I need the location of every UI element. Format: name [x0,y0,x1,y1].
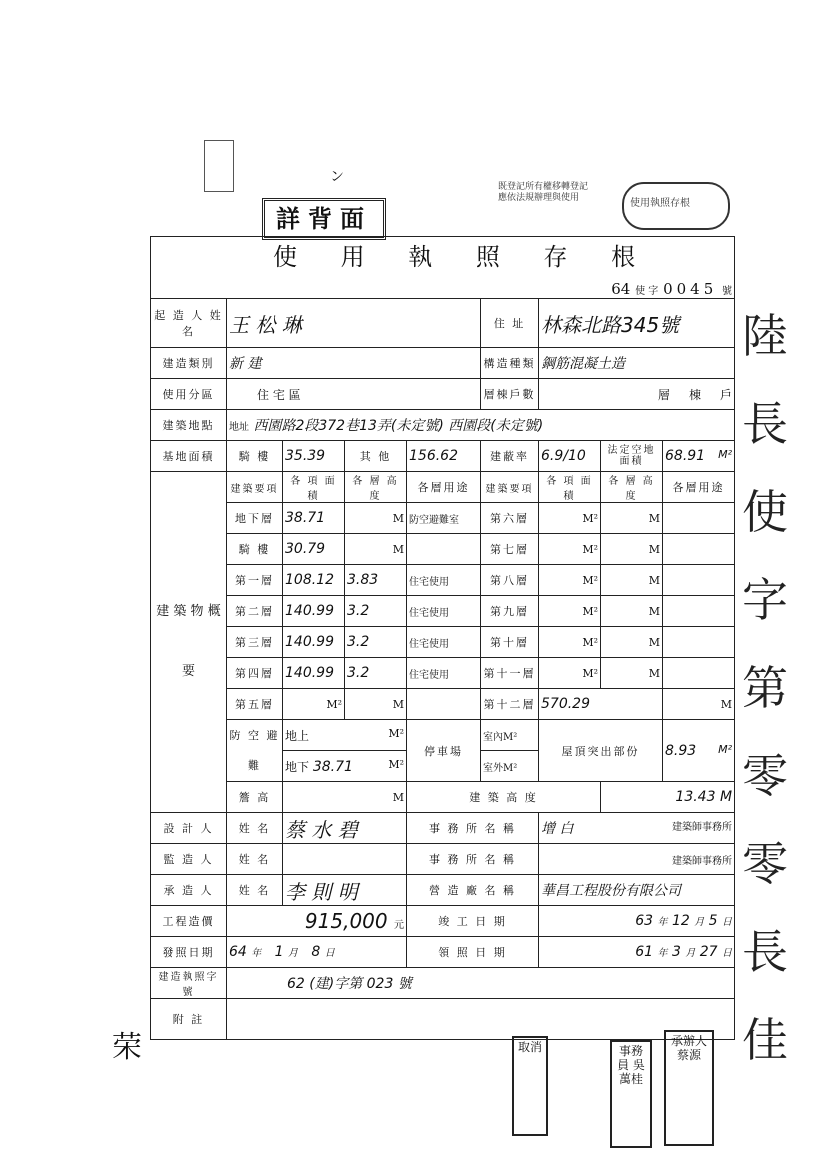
building-height-label: 建 築 高 度 [407,782,601,813]
contractor-name: 李 則 明 [283,875,407,906]
contractor-firm: 華昌工程股份有限公司 [539,875,735,906]
roof-label: 屋頂突出部份 [539,720,663,782]
build-permit-label: 建造執照字號 [151,968,227,999]
office-label: 事 務 所 名 稱 [407,813,539,844]
side-mark: ン [330,169,344,185]
circle-stamp-text: 使用執照存根 [630,198,690,209]
floor-area-cell [539,534,601,565]
col-use-right: 各層用途 [663,472,735,503]
roof-value-cell [663,720,735,782]
unit-m2: M² [582,573,598,587]
unit-m2: M² [326,697,342,711]
unit-m2: M² [718,742,733,756]
coverage-label: 建蔽率 [481,441,539,472]
cost-unit: 元 [394,920,404,931]
floor-area-cell [539,503,601,534]
col-height-left: 各 層 高 度 [345,472,407,503]
floor-height-cell [345,503,407,534]
unit-m2: M² [582,542,598,556]
floor-row [151,627,735,658]
cost-value: 915,000 [304,909,388,933]
floor-use: 住宅使用 [407,627,481,658]
floor-area-cell [539,596,601,627]
officer-stamp: 承辦人 蔡源 [664,1030,714,1146]
other-label: 其 他 [345,441,407,472]
office-label: 事 務 所 名 稱 [407,844,539,875]
month-label: 月 [694,917,705,928]
floor-height-cell [601,565,663,596]
permit-number: 0045 [663,280,718,298]
completion-label: 竣 工 日 期 [407,906,539,937]
contractor-label: 承 造 人 [151,875,227,906]
floor-row [151,534,735,565]
unit-m2: M² [582,604,598,618]
col-height-right: 各 層 高 度 [601,472,663,503]
year-label: 年 [657,948,668,959]
left-margin-glyph: 荣 [112,1030,142,1065]
col-floor-right: 建築要項 [481,472,539,503]
floor-height-cell [601,534,663,565]
completion-day: 5 [708,913,718,929]
floor-area-cell [539,658,601,689]
floor-row [151,658,735,689]
structure-label: 構造種類 [481,348,539,379]
permit-form-table [150,236,735,1040]
floors-unit-1: 層 [657,387,670,402]
legal-label: 法定空地面積 [601,441,663,472]
floor-name: 第二層 [227,596,283,627]
permit-suffix: 號 [722,286,733,297]
designer-office: 增 白 [541,821,574,837]
floor-name: 第三層 [227,627,283,658]
structure-value: 鋼筋混凝土造 [539,348,735,379]
floor-row [151,596,735,627]
floor-name: 第九層 [481,596,539,627]
top-right-text-1: 既登記所有權移轉登記 [498,182,589,192]
supervisor-name-cell [283,844,407,875]
name-label: 姓 名 [227,813,283,844]
coverage-value: 6.9/10 [539,441,601,472]
floor-height-cell [345,534,407,565]
floors-label: 層棟戶數 [481,379,539,410]
arcade-label: 騎 樓 [227,441,283,472]
supervisor-office-stamp: 建築師事務所 [672,855,733,867]
floor-name: 第四層 [227,658,283,689]
firm-label: 營 造 廠 名 稱 [407,875,539,906]
floors-unit-2: 棟 [688,387,701,402]
unit-m: M [392,790,404,804]
legal-value-cell [663,441,735,472]
floor-name: 第一層 [227,565,283,596]
floor-height: 3.2 [345,627,407,658]
floor-height-cell [601,627,663,658]
floor-row [151,503,735,534]
site-sub-label: 地址 [229,422,249,433]
other-value: 156.62 [407,441,481,472]
completion-year: 63 [635,913,654,929]
build-type-value: 新 建 [227,348,481,379]
unit-m: M [648,666,660,680]
floor-use: 住宅使用 [407,658,481,689]
collect-year: 61 [635,944,654,960]
day-label: 日 [722,917,733,928]
designer-label: 設 計 人 [151,813,227,844]
floor-use-cell [663,534,735,565]
issue-date [227,937,407,968]
floor-name: 第八層 [481,565,539,596]
floor-use-cell [407,534,481,565]
floor-name: 第六層 [481,503,539,534]
floor-area-cell [539,565,601,596]
year-label: 年 [251,948,262,959]
supervisor-office-cell [539,844,735,875]
day-label: 日 [324,948,335,959]
parking-label: 停車場 [407,720,481,782]
floor-use: 住宅使用 [407,596,481,627]
floor-use-cell [663,565,735,596]
designer-office-cell [539,813,735,844]
building-height-value-cell [601,782,735,813]
unit-m2: M² [582,635,598,649]
designer-office-stamp: 建築師事務所 [672,822,733,833]
clerk-stamp: 事務員 吳萬桂 [610,1040,652,1148]
floor-area: 140.99 [283,658,345,689]
total-area: 570.29 [539,689,663,720]
shelter-below-value: 38.71 [312,758,353,775]
shelter-below-label: 地下 [285,759,310,774]
unit-m: M [720,697,733,711]
cost-value-cell [227,906,407,937]
unit-m2: M² [582,666,598,680]
name-label: 姓 名 [227,844,283,875]
issue-day: 8 [311,944,321,960]
address-value: 林森北路345號 [539,299,735,348]
floor-height-cell [345,689,407,720]
collect-label: 領 照 日 期 [407,937,539,968]
issue-label: 發照日期 [151,937,227,968]
floor-height: 3.83 [345,565,407,596]
site-label: 建築地點 [151,410,227,441]
corner-stamp-box [204,140,234,192]
shelter-below-cell [283,751,407,782]
floor-name: 第十二層 [481,689,539,720]
floor-area: 108.12 [283,565,345,596]
eaves-label: 簷 高 [227,782,283,813]
eaves-value-cell [283,782,407,813]
unit-m2: M² [388,726,404,740]
shelter-above-label: 地上 [285,728,310,743]
issue-year: 64 [229,944,247,960]
notes-label: 附 註 [151,999,227,1040]
unit-m: M [392,697,404,711]
year-label: 年 [657,917,668,928]
floor-use-cell [663,503,735,534]
floor-height-cell [601,596,663,627]
month-label: 月 [685,948,696,959]
top-right-notice [498,182,730,226]
top-right-circle-stamp [622,182,730,230]
owner-label: 起 造 人 姓 名 [151,299,227,348]
build-permit-value: 62 (建)字第 023 號 [227,968,735,999]
floor-use: 防空避難室 [407,503,481,534]
collect-month: 3 [671,944,681,960]
designer-name: 蔡 水 碧 [283,813,407,844]
legal-unit: M² [718,448,733,461]
col-use-left: 各層用途 [407,472,481,503]
floor-height-cell [601,658,663,689]
bottom-stamps [508,1030,738,1150]
build-type-label: 建造類別 [151,348,227,379]
unit-m: M [392,511,404,525]
building-height-value: 13.43 [675,789,716,805]
floor-row [151,565,735,596]
floor-name: 騎 樓 [227,534,283,565]
floor-name: 地下層 [227,503,283,534]
col-area-left: 各 項 面 積 [283,472,345,503]
unit-m: M [392,542,404,556]
parking-in-label: 室內M² [481,720,539,751]
floor-row [151,689,735,720]
permit-word: 使 字 [635,286,659,297]
zone-value: 住 宅 區 [227,379,481,410]
site-value: 西園路2段372巷13弄(未定號) 西園段(未定號) [253,418,544,434]
permit-year: 64 [611,280,631,298]
cost-label: 工程造價 [151,906,227,937]
right-margin-chars: 陸長使字第零零長佳 [742,309,788,1067]
floor-height-cell [663,689,735,720]
unit-m2: M² [388,757,404,771]
floor-area: 38.71 [283,503,345,534]
cancel-stamp: 取消 [512,1036,548,1136]
floor-area-cell [539,627,601,658]
parking-out-label: 室外M² [481,751,539,782]
floor-use-cell [663,596,735,627]
floor-use-cell [663,658,735,689]
unit-m: M [648,573,660,587]
col-floor-left: 建築要項 [227,472,283,503]
zone-label: 使用分區 [151,379,227,410]
legal-value: 68.91 [665,448,706,464]
floor-name: 第五層 [227,689,283,720]
section-label: 建 築 物 概 要 [151,472,227,813]
arcade-value: 35.39 [283,441,345,472]
owner-value: 王 松 琳 [227,299,481,348]
permit-number-group [611,280,732,298]
floor-area: 140.99 [283,627,345,658]
floor-use: 住宅使用 [407,565,481,596]
floor-area: 140.99 [283,596,345,627]
unit-m: M [648,511,660,525]
month-label: 月 [288,948,299,959]
floor-height: 3.2 [345,658,407,689]
unit-m: M [648,542,660,556]
area-label: 基地面積 [151,441,227,472]
top-right-text-2: 應依法規辦理與使用 [498,193,580,203]
collect-day: 27 [699,944,718,960]
form-title: 使 用 執 照 存 根 [273,243,654,271]
floor-name: 第七層 [481,534,539,565]
collect-date [539,937,735,968]
floor-use-cell [663,627,735,658]
day-label: 日 [722,948,733,959]
floor-name: 第十層 [481,627,539,658]
floor-use-cell [407,689,481,720]
unit-m2: M² [582,511,598,525]
completion-date [539,906,735,937]
name-label: 姓 名 [227,875,283,906]
issue-month: 1 [274,944,284,960]
shelter-label: 防 空 避 難 [227,720,283,782]
unit-m: M [648,635,660,649]
unit-m: M [719,789,733,805]
supervisor-label: 監 造 人 [151,844,227,875]
floor-height: 3.2 [345,596,407,627]
site-value-cell [227,410,735,441]
roof-value: 8.93 [665,742,697,759]
col-area-right: 各 項 面 積 [539,472,601,503]
address-label: 住 址 [481,299,539,348]
floors-unit-3: 戶 [720,387,733,402]
completion-month: 12 [671,913,690,929]
floor-area-cell [283,689,345,720]
unit-m: M [648,604,660,618]
shelter-above-cell [283,720,407,751]
title-cell [151,237,735,299]
floor-name: 第十一層 [481,658,539,689]
floor-area: 30.79 [283,534,345,565]
back-side-stamp: 詳背面 [262,198,386,240]
floors-value [539,379,735,410]
floor-height-cell [601,503,663,534]
